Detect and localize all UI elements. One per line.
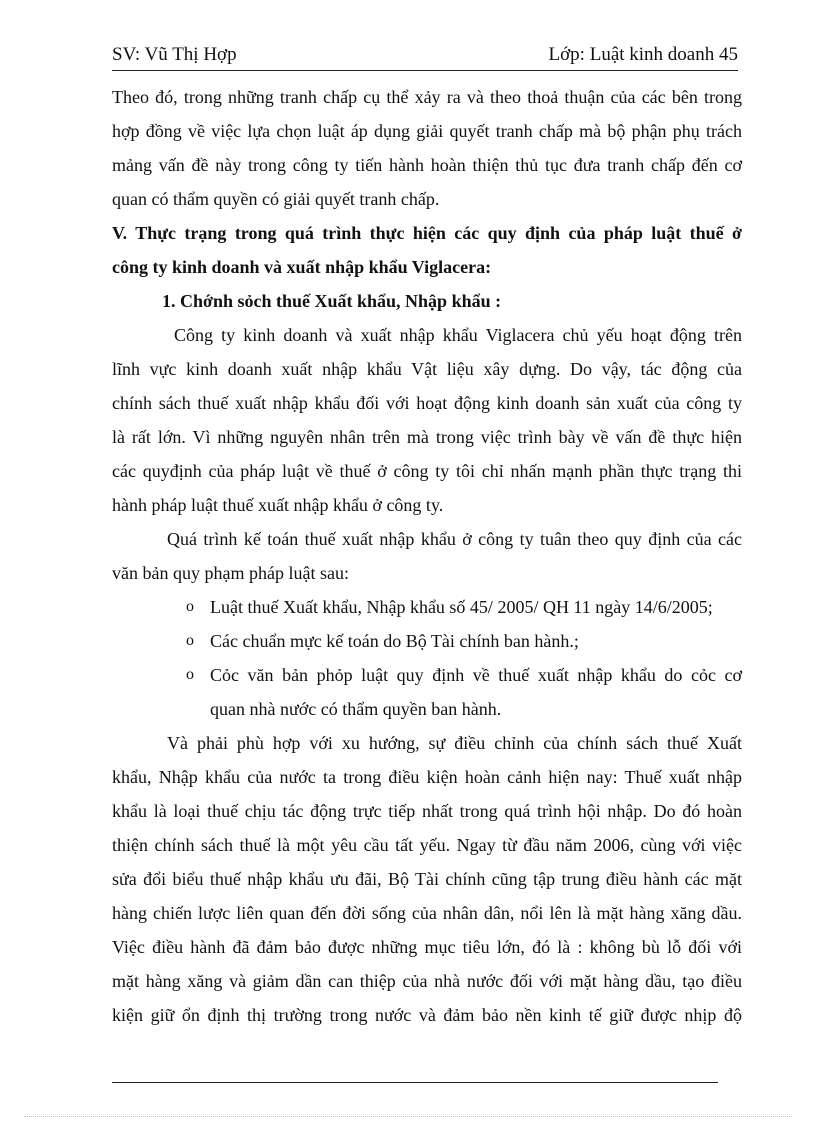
bullet-marker: o (186, 632, 194, 649)
page-bottom-divider (24, 1116, 792, 1117)
text-line: Quá trình kế toán thuế xuất nhập khẩu ở công ty tuân theo quy định của các (167, 529, 742, 549)
paragraph-company-overview (112, 318, 742, 522)
text-line: Theo đó, trong những tranh chấp cụ thể xảy ra và theo thoả thuận của các bên trong (112, 87, 742, 107)
paragraph-policy-trend (112, 726, 742, 1032)
header-class-name: Lớp: Luật kinh doanh 45 (548, 44, 738, 65)
list-item-text: Các chuẩn mực kế toán do Bộ Tài chính ban hành.; (210, 631, 579, 651)
text-line: chính sách thuế xuất nhập khẩu đối với hoạt động kinh doanh sản xuất của công ty (112, 393, 742, 413)
text-line: mặt hàng xăng và giảm dần can thiệp của nhà nước đối với mặt hàng dầu, tạo điều (112, 971, 742, 991)
text-line: các quyđịnh của pháp luật về thuế ở công ty tôi chỉ nhấn mạnh phần thực trạng thi (112, 461, 742, 481)
text-line: là rất lớn. Vì những nguyên nhân trên mà trong việc trình bày về vấn đề thực hiện (112, 427, 742, 447)
text-line: Công ty kinh doanh và xuất nhập khẩu Viglacera chủ yếu hoạt động trên (174, 325, 742, 345)
text-line: kiện giữ ổn định thị trường trong nước và đảm bảo nền kinh tế giữ được nhịp độ (112, 1005, 742, 1025)
header-student-name: SV: Vũ Thị Hợp (112, 44, 237, 65)
list-item (112, 624, 742, 658)
subheading: 1. Chớnh sỏch thuế Xuất khẩu, Nhập khẩu : (162, 291, 502, 311)
text-line: khẩu là loại thuế chịu tác động trực tiếp nhất trong quá trình hội nhập. Do đó hoàn (112, 801, 742, 821)
text-line: hàng chiến lược liên quan đến đời sống của nhân dân, nổi lên là mặt hàng xăng dầu. (112, 903, 742, 923)
text-line: lĩnh vực kinh doanh xuất nhập khẩu Vật liệu xây dựng. Do vậy, tác động của (112, 359, 742, 379)
text-line: thiện chính sách thuế là một yêu cầu tất yếu. Ngay từ đầu năm 2006, cùng với việc (112, 835, 742, 855)
paragraph-dispute-resolution (112, 80, 742, 216)
text-line: quan có thẩm quyền có giải quyết tranh chấp. (112, 189, 440, 209)
text-line: Việc điều hành đã đảm bảo được những mục tiêu lớn, đó là : không bù lỗ đối với (112, 937, 742, 957)
list-item-continuation: quan nhà nước có thẩm quyền ban hành. (210, 699, 502, 719)
text-line: hành pháp luật thuế xuất nhập khẩu ở công ty. (112, 495, 444, 515)
heading-line: V. Thực trạng trong quá trình thực hiện các quy định của pháp luật thuế ở (112, 223, 742, 243)
page-header (112, 40, 738, 71)
list-item (112, 590, 742, 624)
bullet-marker: o (186, 666, 194, 683)
list-item-text: Luật thuế Xuất khẩu, Nhập khẩu số 45/ 2005/ QH 11 ngày 14/6/2005; (210, 597, 713, 617)
list-item-text: Cỏc văn bản phỏp luật quy định về thuế xuất nhập khẩu do cỏc cơ (210, 665, 742, 685)
heading-line: công ty kinh doanh và xuất nhập khẩu Viglacera: (112, 257, 492, 277)
footer-rule (112, 1082, 718, 1083)
text-line: hợp đồng về việc lựa chọn luật áp dụng giải quyết tranh chấp mà bộ phận phụ trách (112, 121, 742, 141)
text-line: khẩu, Nhập khẩu của nước ta trong điều kiện hoàn cảnh hiện nay: Thuế xuất nhập (112, 767, 742, 787)
list-item (112, 658, 742, 692)
section-heading (112, 216, 742, 284)
text-line: Và phải phù hợp với xu hướng, sự điều chỉnh của chính sách thuế Xuất (167, 733, 742, 753)
paragraph-legal-basis (112, 522, 742, 590)
text-line: sửa đổi biểu thuế nhập khẩu ưu đãi, Bộ Tài chính cũng tập trung điều hành các mặt (112, 869, 742, 889)
document-body (112, 80, 742, 1032)
bullet-marker: o (186, 598, 194, 615)
text-line: mảng vấn đề này trong công ty tiến hành hoàn thiện thủ tục đưa tranh chấp đến cơ (112, 155, 742, 175)
text-line: văn bản quy phạm pháp luật sau: (112, 563, 349, 583)
bullet-list (112, 590, 742, 726)
